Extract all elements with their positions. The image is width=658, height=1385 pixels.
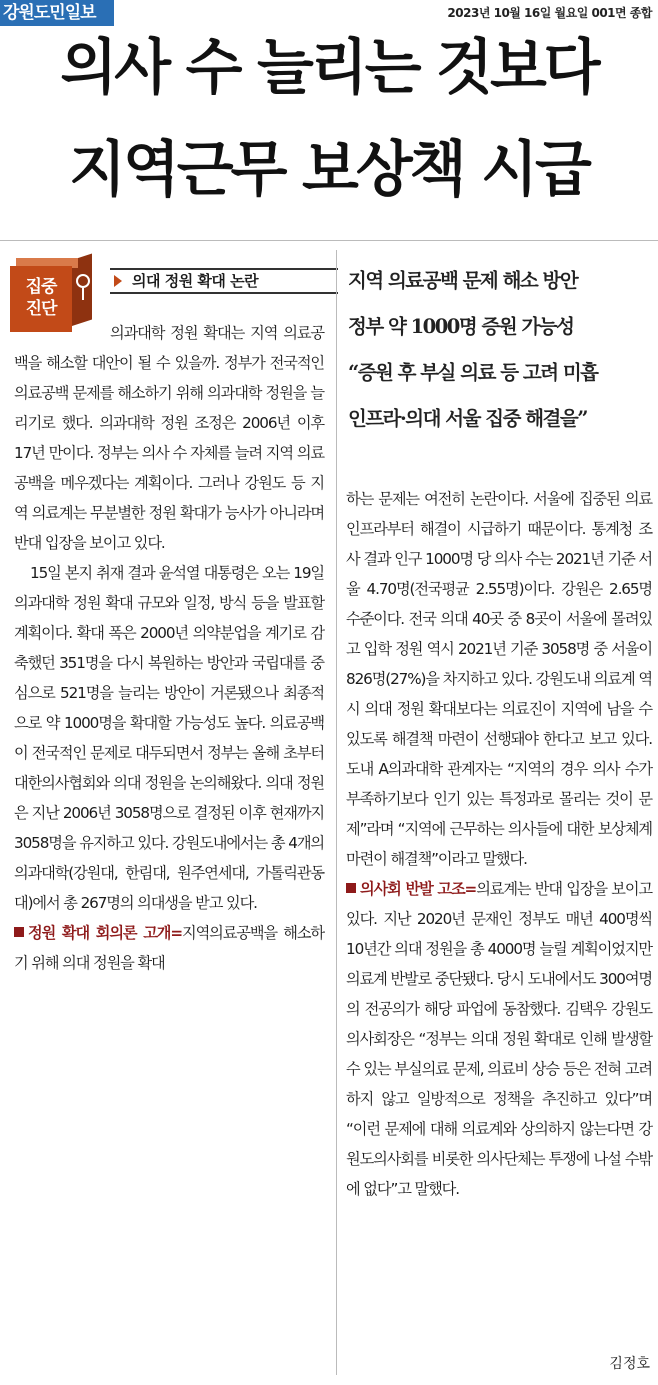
- subhead-4: 인프라·의대 서울 집중 해결을”: [348, 407, 587, 430]
- article-paragraph-1: 의과대학 정원 확대는 지역 의료공백을 해소할 대안이 될 수 있을까. 정부가 전국적인 의료공백 문제를 해소하기 위해 의과대학 정원을 늘리기로 했다. 의과대학 정원 조정은 2006년 이후 17년 만이다. 정부는 의사 수 자체를 늘려 지역 의료 공백을 메우겠다는 계획이다. 그러나 강원도 등 지역 의료계는 무분별한 정원 확대가 능사가 아니라며 반대 입장을 보이고 있다.: [14, 324, 324, 552]
- section-3-text-start: 지역의료공백을 해소하기 위해 의대 정원을 확대: [14, 924, 324, 972]
- dateline: 2023년 10월 16일 월요일 001면 종합: [447, 6, 652, 20]
- magnifier-icon: [76, 274, 90, 288]
- section-kicker: 의대 정원 확대 논란: [110, 268, 338, 294]
- article-column-right: [346, 484, 652, 1204]
- article-column-left: [14, 318, 324, 978]
- subhead-3: “증원 후 부실 의료 등 고려 미흡: [348, 361, 598, 384]
- article-paragraph-2: 15일 본지 취재 결과 윤석열 대통령은 오는 19일 의과대학 정원 확대 규모와 일정, 방식 등을 발표할 계획이다. 확대 폭은 2000년 의약분업을 계기로 감축했던 351명을 다시 복원하는 방안과 국립대를 중심으로 521명을 늘리는 방안이 거론됐으나 최종적으로 약 1000명을 확대할 가능성도 높다. 의료공백이 전국적인 문제로 대두되면서 정부는 올해 초부터 대한의사협회와 의대 정원을 논의해왔다. 의대 정원은 지난 2006년 3058명으로 결정된 이후 현재까지 3058명을 유지하고 있다. 강원도내에서는 총 4개의 의과대학(강원대, 한림대, 원주연세대, 가톨릭관동대)에서 총 267명의 의대생을 받고 있다.: [14, 564, 324, 912]
- headline-line-1: 의사 수 늘리는 것보다: [60, 33, 598, 103]
- badge-line-2: 진단: [25, 299, 57, 319]
- newspaper-logo: 강원도민일보: [0, 0, 114, 26]
- subhead-2: 정부 약 1000명 증원 가능성: [348, 315, 574, 338]
- section-label-4: 의사회 반발 고조=: [360, 880, 477, 898]
- byline: 김정호: [609, 1356, 650, 1372]
- badge-line-1: 집중: [25, 277, 57, 297]
- header-rule: [0, 240, 658, 241]
- square-bullet-icon: [346, 883, 356, 893]
- article-section-4: [346, 874, 652, 1204]
- column-divider: [336, 250, 337, 1375]
- section-4-text: 의료계는 반대 입장을 보이고 있다. 지난 2020년 문재인 정부도 매년 400명씩 10년간 의대 정원을 총 4000명 늘릴 계획이었지만 의료계 반발로 중단됐다. 당시 도내에서도 300여명의 전공의가 해당 파업에 동참했다. 김택우 강원도의사회장은 “정부는 의대 정원 확대로 인해 발생할 수 있는 부실의료 문제, 의료비 상승 등은 전혀 고려하지 않고 일방적으로 정책을 추진하고 있다”며 “이런 문제에 대해 의료계와 상의하지 않는다면 강원도의사회를 비롯한 의사단체는 투쟁에 나설 수밖에 없다”고 말했다.: [346, 880, 652, 1198]
- subheadlines: [348, 258, 654, 442]
- subhead-1: 지역 의료공백 문제 해소 방안: [348, 269, 578, 292]
- square-bullet-icon: [14, 927, 24, 937]
- headline-line-2: 지역근무 보상책 시급: [69, 135, 589, 205]
- article-section-3-continued: 하는 문제는 여전히 논란이다. 서울에 집중된 의료 인프라부터 해결이 시급하기 때문이다. 통계청 조사 결과 인구 1000명 당 의사 수는 2021년 기준 서울 4.70명(전국평균 2.55명)이다. 강원은 2.65명 수준이다. 전국 의대 40곳 중 8곳이 서울에 몰려있고 입학 정원 역시 2021년 기준 3058명 중 서울이 826명(27%)을 차지하고 있다. 강원도내 의료계 역시 의대 정원 확대보다는 의료진이 지역에 남을 수 있도록 해결책 마련이 선행돼야 한다고 보고 있다. 도내 A의과대학 관계자는 “지역의 경우 의사 수가 부족하기보다 인기 있는 특정과로 몰리는 것이 문제”라며 “지역에 근무하는 의사들에 대한 보상체계 마련이 해결책”이라고 말했다.: [346, 490, 652, 868]
- section-label-3: 정원 확대 회의론 고개=: [28, 924, 182, 942]
- article-section-3: [14, 918, 324, 978]
